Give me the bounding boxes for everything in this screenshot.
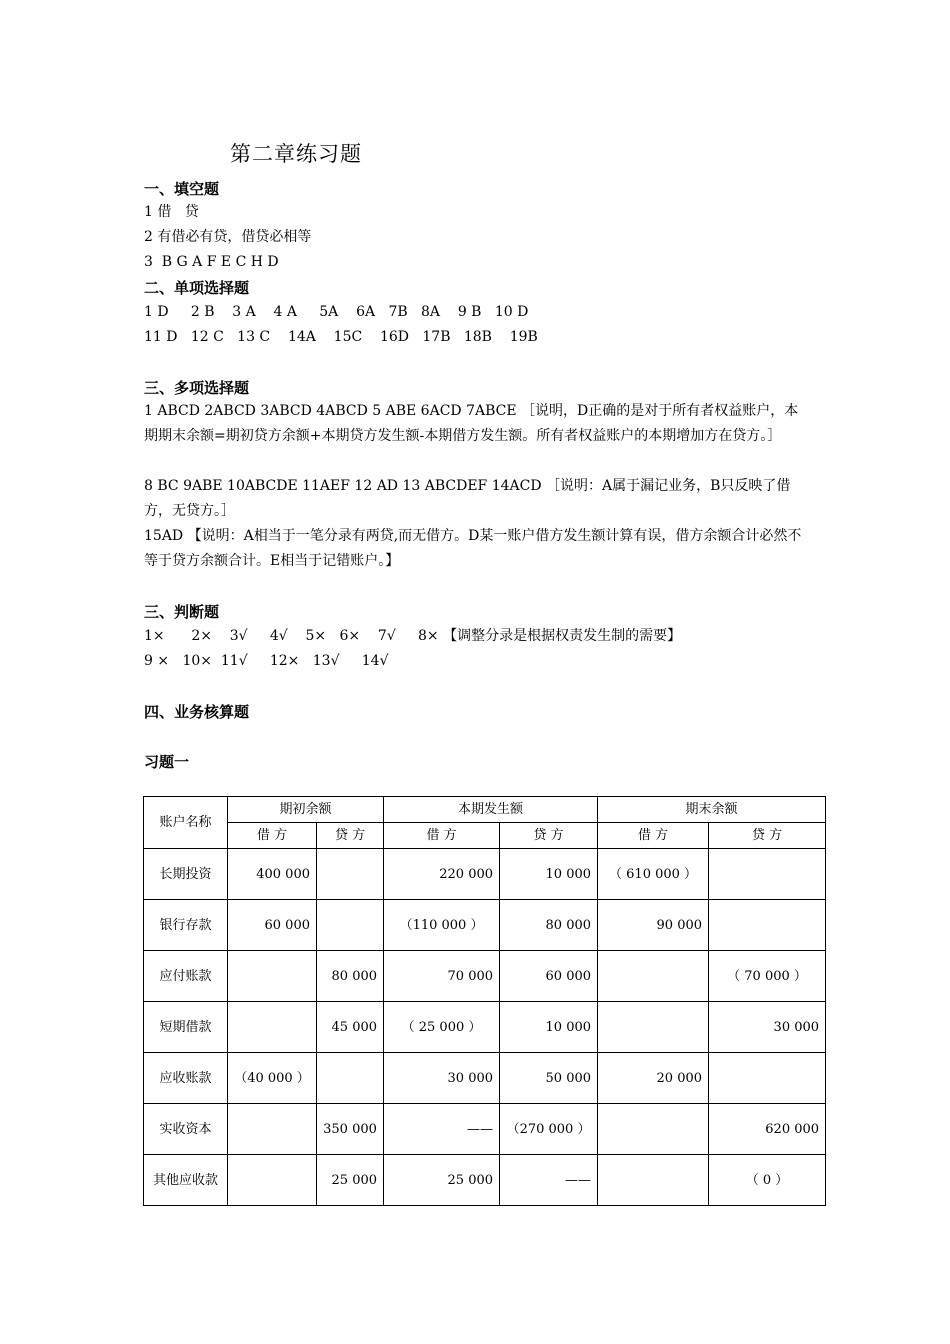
table-cell — [317, 1053, 384, 1104]
table-cell: 400 000 — [228, 849, 317, 900]
table-cell: 70 000 — [384, 951, 500, 1002]
answer-line: 11 D 12 C 13 C 14A 15C 16D 17B 18B 19B — [144, 329, 538, 345]
table-cell — [598, 1104, 709, 1155]
table-cell — [317, 849, 384, 900]
table-cell — [228, 951, 317, 1002]
account-name: 应付账款 — [144, 951, 228, 1002]
section-heading-business: 四、业务核算题 — [144, 703, 250, 721]
table-cell: 60 000 — [228, 900, 317, 951]
table-cell: （ 70 000 ） — [709, 951, 826, 1002]
account-name: 其他应收款 — [144, 1155, 228, 1206]
table-cell: （ 25 000 ） — [384, 1002, 500, 1053]
table-cell — [598, 951, 709, 1002]
column-header-credit: 贷 方 — [317, 823, 384, 849]
table-row — [144, 900, 826, 951]
table-cell: （270 000 ） — [500, 1104, 598, 1155]
table-cell: （ 610 000 ） — [598, 849, 709, 900]
table-cell — [709, 900, 826, 951]
table-cell — [598, 1155, 709, 1206]
column-group-closing: 期末余额 — [598, 797, 826, 823]
table-cell: （ 0 ） — [709, 1155, 826, 1206]
answer-paragraph: 1 ABCD 2ABCD 3ABCD 4ABCD 5 ABE 6ACD 7ABCE ［说明，D正确的是对于所有者权益账户，本期期末余额=期初贷方余额+本期贷方发生额-本期借方发生额。所有者权益账户的本期增加方在贷方。］ — [144, 403, 799, 444]
table-cell: 90 000 — [598, 900, 709, 951]
table-cell — [709, 849, 826, 900]
answer-paragraph: 15AD 【说明：A相当于一笔分录有两贷,而无借方。D某一账户借方发生额计算有误，借方余额合计必然不等于贷方余额合计。E相当于记错账户。】 — [144, 528, 802, 569]
table-cell: 25 000 — [384, 1155, 500, 1206]
table-header-row — [144, 797, 826, 823]
account-name: 实收资本 — [144, 1104, 228, 1155]
section-heading-single-choice: 二、单项选择题 — [144, 279, 250, 297]
table-cell: 80 000 — [317, 951, 384, 1002]
table-cell: —— — [500, 1155, 598, 1206]
page-title: 第二章练习题 — [230, 142, 362, 166]
table-cell — [709, 1053, 826, 1104]
answer-line: 1 借 贷 — [144, 204, 199, 220]
answer-line: 3 B G A F E C H D — [144, 254, 279, 270]
table-cell: 10 000 — [500, 849, 598, 900]
column-header-debit: 借 方 — [598, 823, 709, 849]
table-cell: 620 000 — [709, 1104, 826, 1155]
table-cell — [228, 1104, 317, 1155]
column-header-debit: 借 方 — [228, 823, 317, 849]
section-heading-fill-blank: 一、填空题 — [144, 180, 220, 198]
section-heading-true-false: 三、判断题 — [144, 603, 220, 621]
account-name: 银行存款 — [144, 900, 228, 951]
table-cell — [317, 900, 384, 951]
table-row — [144, 1104, 826, 1155]
table-cell: 80 000 — [500, 900, 598, 951]
answer-line: 1× 2× 3√ 4√ 5× 6× 7√ 8× 【调整分录是根据权责发生制的需要】 — [144, 628, 682, 644]
section-heading-multi-choice: 三、多项选择题 — [144, 379, 250, 397]
table-row — [144, 1002, 826, 1053]
table-cell: 30 000 — [709, 1002, 826, 1053]
table-cell: 45 000 — [317, 1002, 384, 1053]
ledger-table — [143, 796, 826, 1206]
exercise-heading: 习题一 — [144, 753, 190, 771]
account-name: 长期投资 — [144, 849, 228, 900]
column-header-credit: 贷 方 — [709, 823, 826, 849]
table-cell: 220 000 — [384, 849, 500, 900]
table-cell — [228, 1155, 317, 1206]
table-cell: （110 000 ） — [384, 900, 500, 951]
table-cell — [228, 1002, 317, 1053]
answer-paragraph: 8 BC 9ABE 10ABCDE 11AEF 12 AD 13 ABCDEF 14ACD ［说明：A属于漏记业务，B只反映了借方，无贷方。］ — [144, 478, 791, 519]
table-cell: 30 000 — [384, 1053, 500, 1104]
account-name: 短期借款 — [144, 1002, 228, 1053]
table-cell: 10 000 — [500, 1002, 598, 1053]
table-cell: 25 000 — [317, 1155, 384, 1206]
table-cell: 50 000 — [500, 1053, 598, 1104]
table-cell: （40 000 ） — [228, 1053, 317, 1104]
table-cell: 60 000 — [500, 951, 598, 1002]
table-cell — [598, 1002, 709, 1053]
account-name: 应收账款 — [144, 1053, 228, 1104]
answer-line: 9 × 10× 11√ 12× 13√ 14√ — [144, 653, 389, 669]
answer-line: 2 有借必有贷，借贷必相等 — [144, 229, 312, 245]
column-group-opening: 期初余额 — [228, 797, 384, 823]
table-row — [144, 1155, 826, 1206]
column-group-current: 本期发生额 — [384, 797, 598, 823]
table-row — [144, 1053, 826, 1104]
table-row — [144, 849, 826, 900]
column-header-account: 账户名称 — [144, 797, 228, 849]
table-cell: —— — [384, 1104, 500, 1155]
column-header-debit: 借 方 — [384, 823, 500, 849]
answer-line: 1 D 2 B 3 A 4 A 5A 6A 7B 8A 9 B 10 D — [144, 304, 529, 320]
table-subheader-row — [144, 823, 826, 849]
table-cell: 20 000 — [598, 1053, 709, 1104]
column-header-credit: 贷 方 — [500, 823, 598, 849]
table-cell: 350 000 — [317, 1104, 384, 1155]
table-row — [144, 951, 826, 1002]
